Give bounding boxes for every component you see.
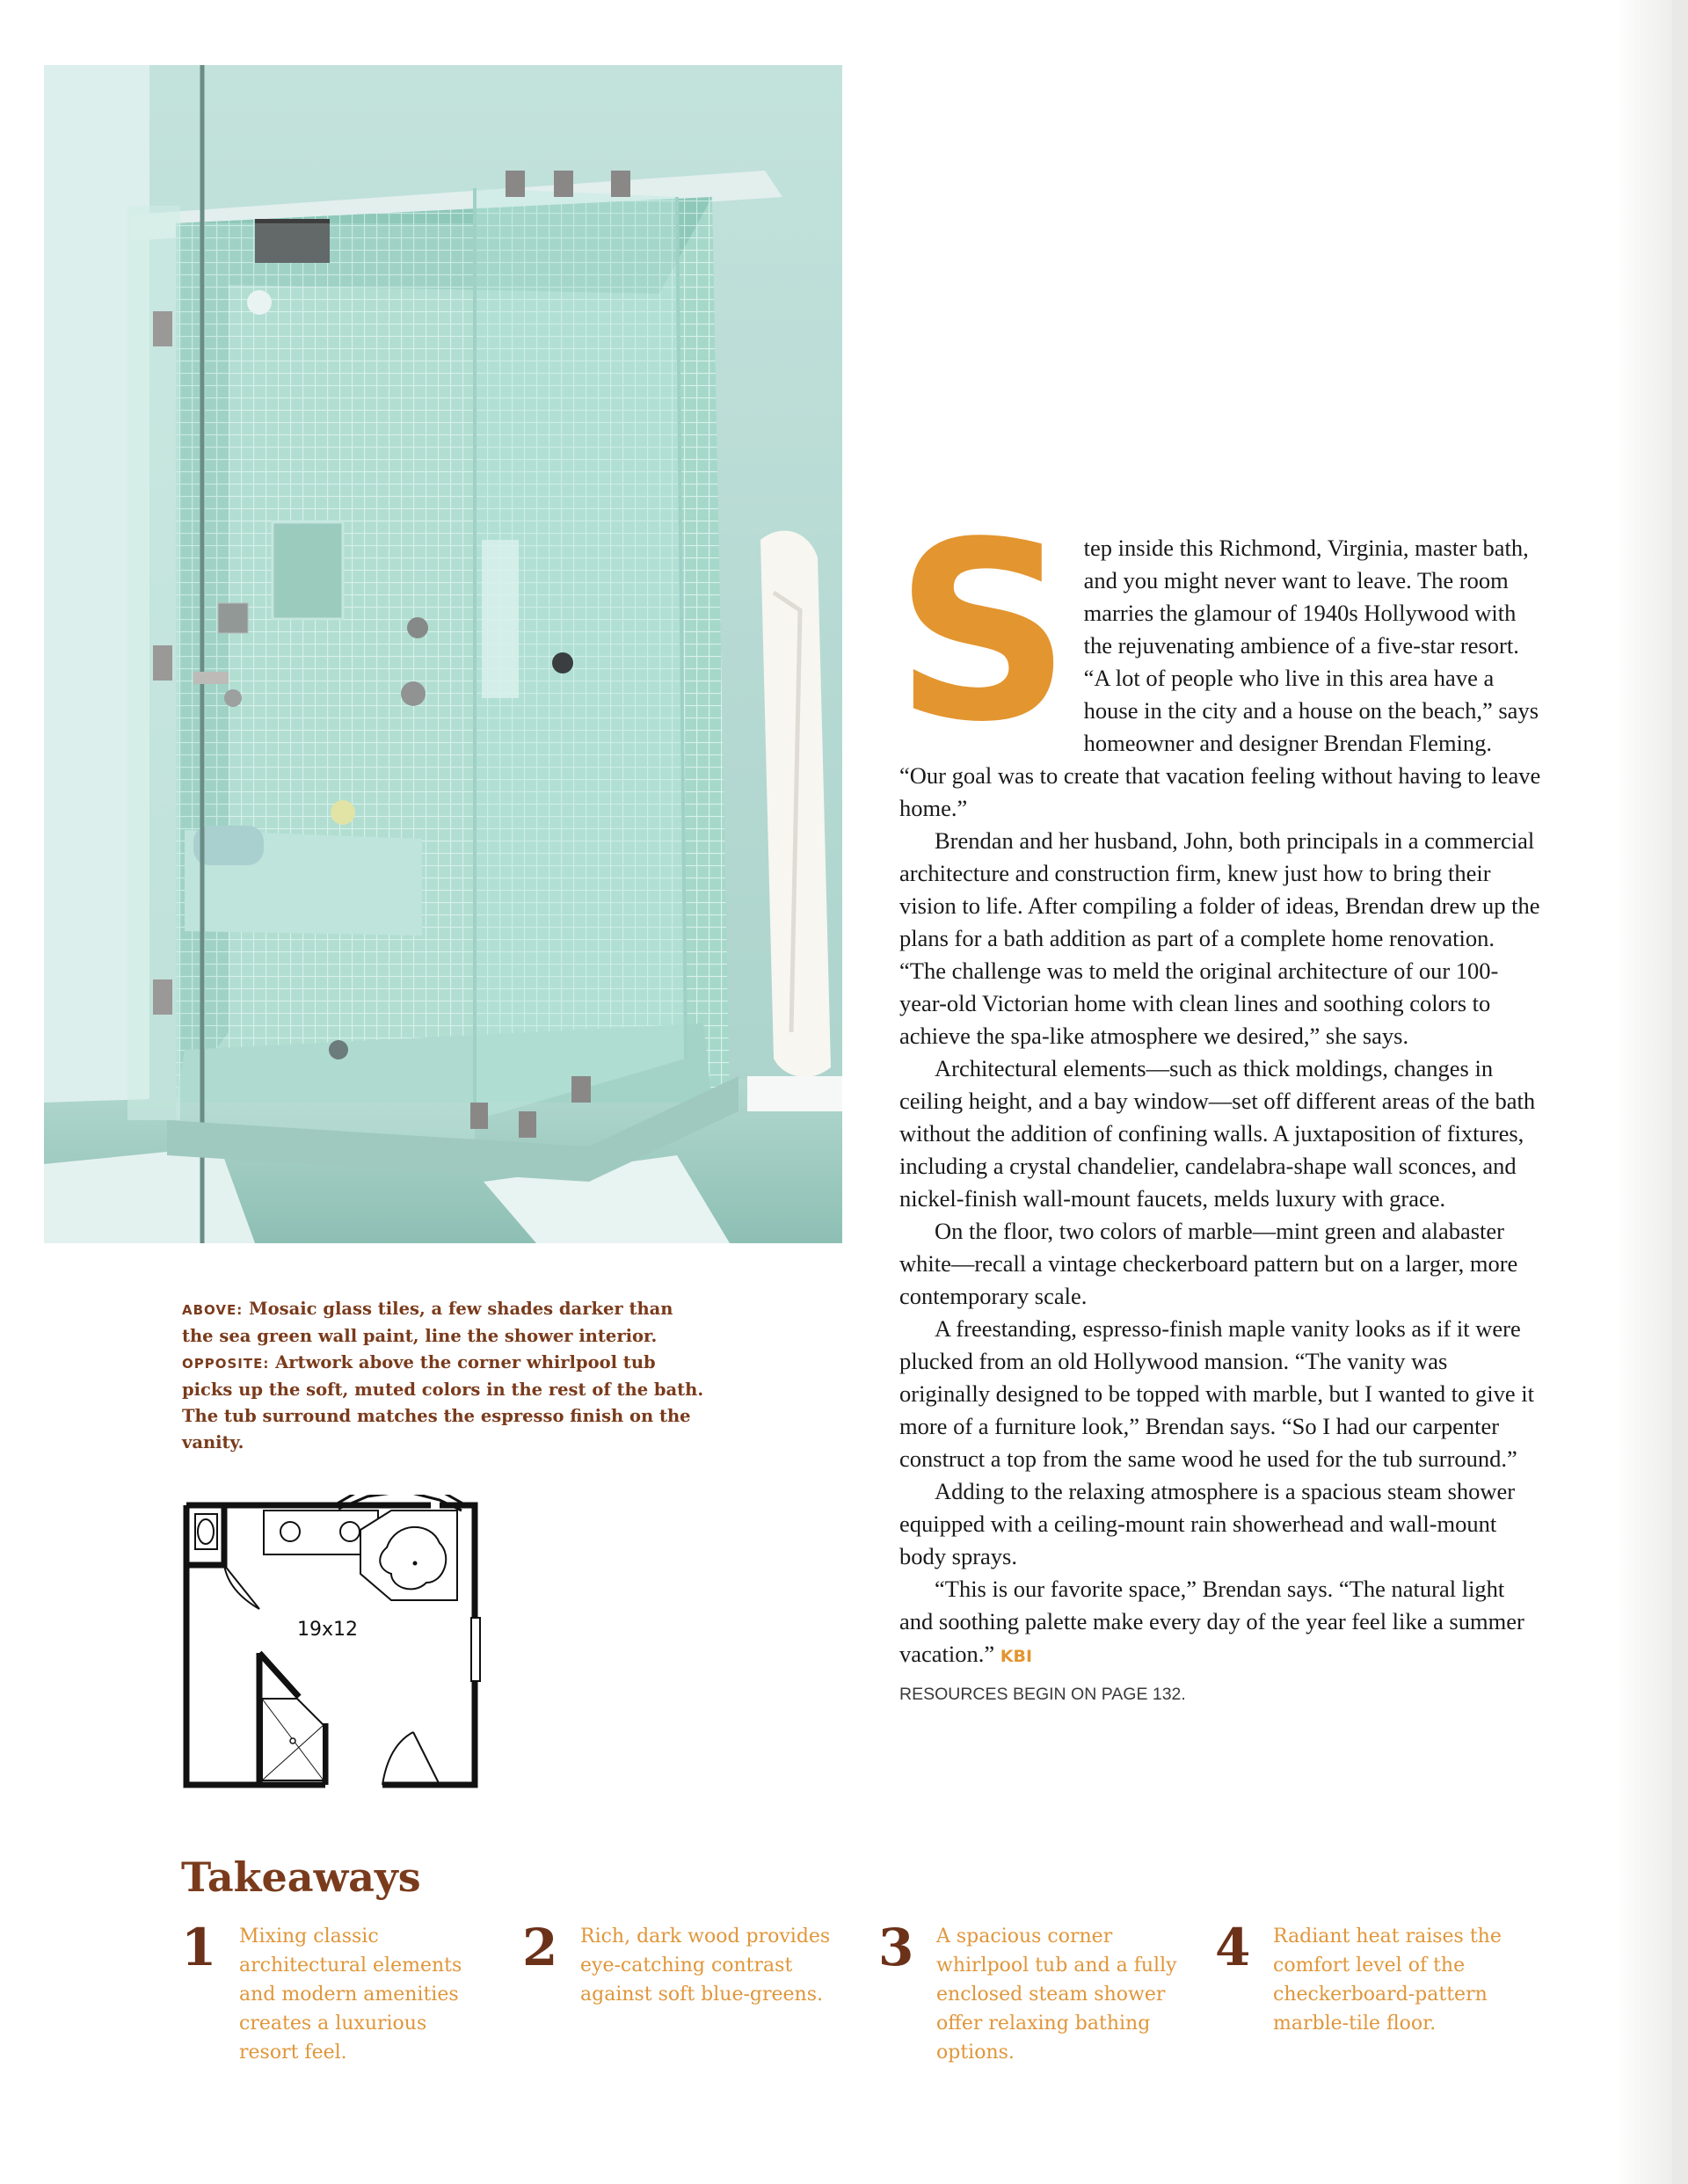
drop-cap: S: [894, 490, 1072, 776]
article-paragraph-1: [894, 490, 1541, 825]
caption-above-text: Mosaic glass tiles, a few shades darker than the sea green wall paint, line the shower interior.: [182, 1299, 673, 1346]
takeaway-text: Rich, dark wood provides eye-catching contrast against soft blue-greens.: [580, 1926, 831, 2006]
floor-plan-diagram: [176, 1495, 615, 1794]
caption-above-label: ABOVE:: [182, 1302, 244, 1318]
takeaway-number: 2: [522, 1918, 558, 1977]
resources-note: RESOURCES BEGIN ON PAGE 132.: [899, 1685, 1186, 1704]
takeaway-text: Mixing classic architectural elements and modern amenities creates a luxurious resort feel.: [239, 1926, 462, 2064]
article-paragraph-3: Architectural elements—such as thick moldings, changes in ceiling height, and a bay window—set off different areas of the bath without the addition of confining walls. A juxtaposition of fixtures, including a crystal chandelier, candelabra-shape wall sconces, and nickel-finish wall-mount faucets, melds luxury with grace.: [899, 1055, 1536, 1212]
caption-opposite-label: OPPOSITE:: [182, 1356, 270, 1372]
article-paragraph-5: A freestanding, espresso-finish maple vanity looks as if it were plucked from an old Hollywood mansion. “The vanity was originally designed to be topped with marble, but I wanted to give it more of a furniture look,” Brendan says. “So I had our carpenter construct a top from the same wood he used for the tub surround.”: [899, 1315, 1534, 1472]
scan-edge: [1616, 0, 1672, 2184]
article-p7-text: “This is our favorite space,” Brendan says. “The natural light and soothing palette make every day of the year feel like a summer vacation.”: [899, 1576, 1524, 1667]
article-p1-text: tep inside this Richmond, Virginia, master bath, and you might never want to leave. The room marries the glamour of 1940s Hollywood with the rejuvenating ambience of a five-star resort. “A lot of people who live in this area have a house in the city and a house on the beach,” says homeowner and designer Brendan Fleming. “Our goal was to create that vacation feeling without having to leave home.”: [899, 535, 1541, 821]
article-body: [894, 490, 1541, 1711]
photo-caption: [182, 1296, 709, 1456]
steam-shower-photo: [44, 65, 842, 1243]
takeaway-number: 1: [181, 1918, 217, 1977]
floor-plan-dimension: 19x12: [297, 1619, 359, 1641]
takeaway-number: 3: [878, 1918, 914, 1977]
article-paragraph-6: Adding to the relaxing atmosphere is a spacious steam shower equipped with a ceiling-mount rain showerhead and wall-mount body sprays.: [899, 1478, 1516, 1569]
article-paragraph-2: Brendan and her husband, John, both principals in a commercial architecture and construction firm, knew just how to bring their vision to life. After compiling a folder of ideas, Brendan drew up the plans for a bath addition as part of a complete home renovation. “The challenge was to meld the original architecture of our 100-year-old Victorian home with clean lines and soothing colors to achieve the spa-like atmosphere we desired,” she says.: [899, 827, 1540, 1049]
author-signature: KBI: [1000, 1647, 1033, 1666]
takeaway-number: 4: [1215, 1918, 1251, 1977]
takeaway-text: A spacious corner whirlpool tub and a fully enclosed steam shower offer relaxing bathing options.: [936, 1926, 1177, 2064]
article-paragraph-7: [899, 1573, 1541, 1673]
article-paragraph-4: On the floor, two colors of marble—mint green and alabaster white—recall a vintage checkerboard pattern but on a larger, more contemporary scale.: [899, 1218, 1518, 1309]
caption-opposite-text: Artwork above the corner whirlpool tub picks up the soft, muted colors in the rest of the bath. The tub surround matches the espresso finish on the vanity.: [182, 1352, 704, 1452]
takeaway-text: Radiant heat raises the comfort level of the checkerboard-pattern marble-tile floor.: [1273, 1926, 1502, 2035]
takeaways-title: Takeaways: [181, 1853, 421, 1901]
